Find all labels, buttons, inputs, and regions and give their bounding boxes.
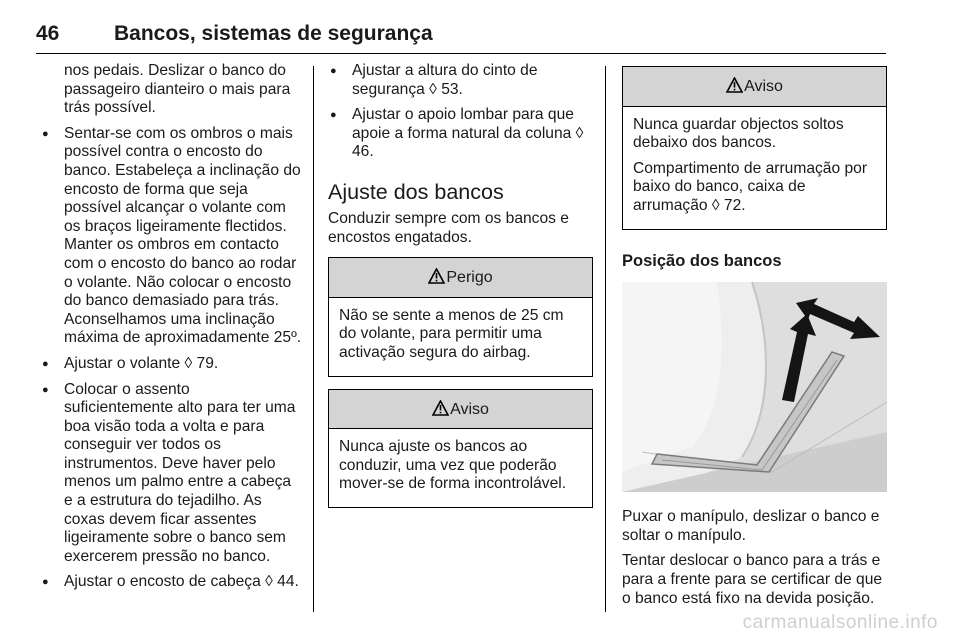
warning-box-body	[329, 429, 592, 507]
warning-box-body	[623, 107, 886, 229]
seat-adjustment-illustration	[622, 282, 887, 492]
danger-box-title: Perigo	[446, 269, 493, 287]
column-3	[622, 62, 887, 615]
warning-triangle-icon	[726, 77, 743, 93]
warning-box-header	[329, 390, 592, 430]
danger-box-body	[329, 298, 592, 376]
bullet-item: ● Ajustar o apoio lombar para que apoie a forma natural da coluna ◊ 46.	[328, 106, 593, 162]
page-title: Bancos, sistemas de segurança	[114, 22, 433, 45]
bullet-item: ● Ajustar o volante ◊ 79.	[40, 355, 302, 374]
warning-box-title: Aviso	[744, 78, 783, 95]
section-heading: Ajuste dos bancos	[328, 179, 504, 204]
danger-box	[328, 257, 593, 376]
column-divider-2	[605, 66, 606, 612]
bullet-item: ● Sentar-se com os ombros o mais possível contra o encosto do banco. Estabeleça a inclinação do encosto de forma que seja possível alcançar o volante com os braços ligeiramente flectidos. Manter os ombros em contacto com o encosto do banco ao rodar o volante. Não colocar o encosto do banco demasiado para trás. Aconselhamos uma inclinação máxima de aproximadamente 25º.	[40, 125, 302, 348]
bullet-item: ● Colocar o assento suficientemente alto para ter uma boa visão toda a volta e para conseguir ver todos os instrumentos. Deve haver pelo menos um palmo entre a cabeça e a estrutura do tejadilho. As coxas devem ficar assentes ligeiramente sobre o banco sem exercerem pressão no banco.	[40, 381, 302, 567]
page-number: 46	[36, 22, 60, 45]
subsection-heading: Posição dos bancos	[622, 251, 782, 270]
column-2	[328, 62, 593, 520]
warning-box-header	[623, 67, 886, 107]
danger-box-text: Não se sente a menos de 25 cm do volante, para permitir uma activação segura do airbag.	[339, 306, 564, 361]
instruction-text: Puxar o manípulo, deslizar o banco e soltar o manípulo.	[622, 508, 880, 544]
warning-box	[328, 389, 593, 508]
column-1	[40, 62, 302, 599]
warning-box	[622, 66, 887, 230]
page-header	[36, 14, 886, 54]
warning-box-text: Nunca guardar objectos soltos debaixo dos bancos.	[633, 115, 844, 152]
seat-lever-illustration	[622, 282, 887, 492]
danger-box-header	[329, 258, 592, 298]
warning-triangle-icon	[432, 400, 449, 416]
warning-box-text: Nunca ajuste os bancos ao conduzir, uma vez que poderão mover-se de forma incontrolável.	[339, 438, 567, 493]
column-divider-1	[313, 66, 314, 612]
intro-text: Conduzir sempre com os bancos e encostos engatados.	[328, 209, 569, 246]
watermark: carmanualsonline.info	[742, 612, 938, 633]
bullet-item: ● Ajustar a altura do cinto de segurança ◊ 53.	[328, 62, 593, 99]
warning-box-title: Aviso	[450, 400, 489, 418]
warning-box-text: Compartimento de arrumação por baixo do banco, caixa de arrumação ◊ 72.	[633, 159, 868, 214]
continued-text: nos pedais. Deslizar o banco do passageiro dianteiro o mais para trás possível.	[64, 62, 291, 117]
warning-triangle-icon	[428, 268, 445, 284]
instruction-text: Tentar deslocar o banco para a trás e para a frente para se certificar de que o banco está fixo na devida posição.	[622, 552, 883, 607]
bullet-item: ● Ajustar o encosto de cabeça ◊ 44.	[40, 573, 302, 592]
